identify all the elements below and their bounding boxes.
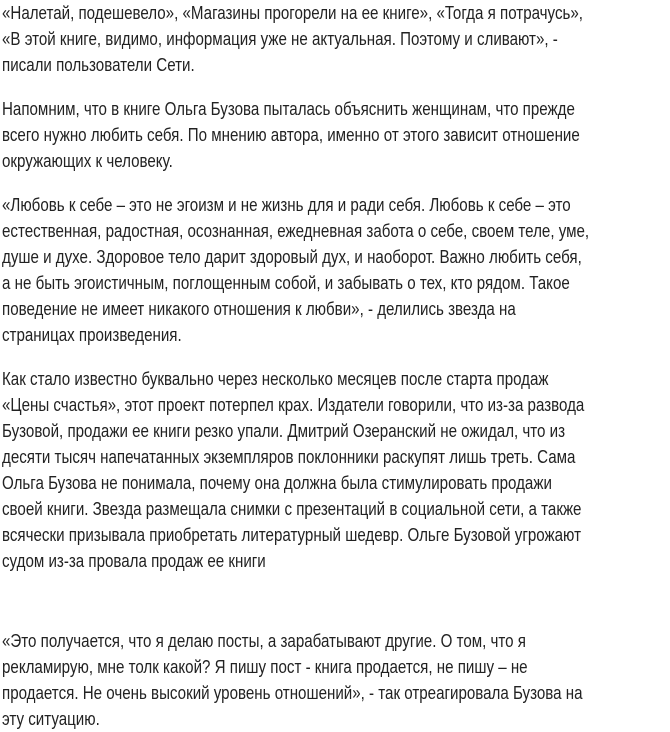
text-line: всячески призывала приобретать литературный шедевр. Ольге Бузовой угрожают — [2, 525, 581, 545]
text-line: естественная, радостная, осознанная, ежедневная забота о себе, своем теле, уме, — [2, 221, 590, 241]
paragraph-spacer — [2, 348, 670, 366]
text-line: «В этой книге, видимо, информация уже не актуальная. Поэтому и сливают», - — [2, 29, 558, 49]
article-body — [2, 0, 670, 732]
paragraph-user-comments — [2, 0, 670, 78]
text-line: десяти тысяч напечатанных экземпляров поклонники раскупят лишь треть. Сама — [2, 447, 576, 467]
text-line: Ольга Бузова не понимала, почему она должна была стимулировать продажи — [2, 473, 552, 493]
text-line: эту ситуацию. — [2, 709, 100, 729]
text-line: судом из-за провала продаж ее книги — [2, 551, 266, 571]
text-line: «Это получается, что я делаю посты, а зарабатывают другие. О том, что я — [2, 631, 526, 651]
text-line: «Налетай, подешевело», «Магазины прогорели на ее книге», «Тогда я потрачусь», — [2, 3, 583, 23]
text-line: а не быть эгоистичным, поглощенным собой, и забывать о тех, кто рядом. Такое — [2, 273, 570, 293]
paragraph-sales-failure — [2, 366, 670, 574]
text-line: «Цены счастья», этот проект потерпел крах. Издатели говорили, что из-за развода — [2, 395, 585, 415]
text-line: рекламирую, мне толк какой? Я пишу пост - книга продается, не пишу – не — [2, 657, 528, 677]
paragraph-book-quote — [2, 192, 670, 348]
text-line: Бузовой, продажи ее книги резко упали. Дмитрий Озеранский не ожидал, что из — [2, 421, 566, 441]
text-line: душе и духе. Здоровое тело дарит здоровый дух, и наоборот. Важно любить себя, — [2, 247, 582, 267]
text-line: своей книги. Звезда размещала снимки с презентаций в социальной сети, а также — [2, 499, 582, 519]
text-line: страницах произведения. — [2, 325, 182, 345]
text-line: писали пользователи Сети. — [2, 55, 195, 75]
paragraph-spacer — [2, 78, 670, 96]
paragraph-buzova-reaction — [2, 628, 670, 732]
text-line: Напомним, что в книге Ольга Бузова пыталась объяснить женщинам, что прежде — [2, 99, 575, 119]
text-line: «Любовь к себе – это не эгоизм и не жизнь для и ради себя. Любовь к себе – это — [2, 195, 571, 215]
text-line: поведение не имеет никакого отношения к любви», - делились звезда на — [2, 299, 516, 319]
text-line: Как стало известно буквально через несколько месяцев после старта продаж — [2, 369, 549, 389]
text-line: окружающих к человеку. — [2, 151, 173, 171]
paragraph-spacer — [2, 174, 670, 192]
paragraph-book-summary — [2, 96, 670, 174]
text-line: продается. Не очень высокий уровень отношений», - так отреагировала Бузова на — [2, 683, 583, 703]
paragraph-spacer — [2, 574, 670, 628]
text-line: всего нужно любить себя. По мнению автора, именно от этого зависит отношение — [2, 125, 580, 145]
